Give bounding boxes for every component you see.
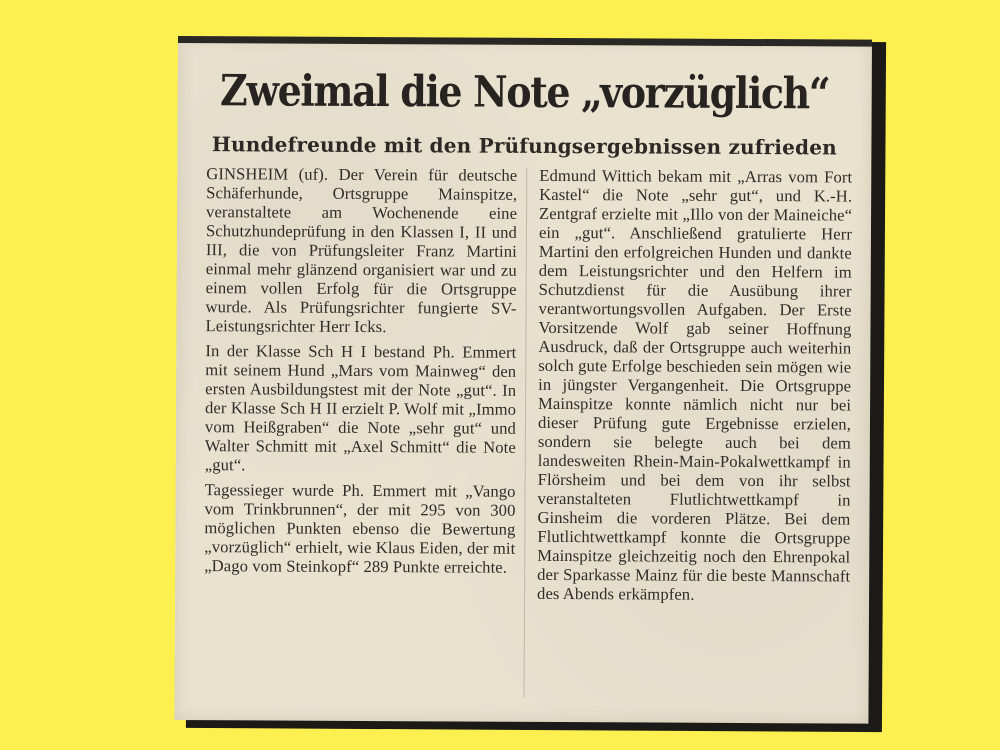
paragraph: Edmund Wittich bekam mit „Arras vom Fort Kastel“ die Note „sehr gut“, und K.-H. Zentgraf erzielte mit „Illo von der Maineiche“ ein „gut“. Anschließend gratulierte Herr Martini den erfolgreichen Hunden und dankte dem Leistungsrichter und den Helfern im Schutzdienst für die Ausübung ihrer verantwortungsvollen Aufgaben. Der Erste Vorsitzende Wolf gab seiner Hoffnung Ausdruck, daß der Ortsgruppe auch weiterhin solch gute Erfolge beschieden sein mögen wie in jüngster Vergangenheit. Die Ortsgruppe Mainspitze konnte nämlich nicht nur bei dieser Prüfung gute Ergebnisse erzielen, sondern sie belegte auch bei dem landesweiten Rhein-Main-Pokalwettkampf in Flörsheim und bei dem von ihr selbst veranstalteten Flutlichtwettkampf in Ginsheim die vorderen Plätze. Bei dem Flutlichtwettkampf konnte die Ortsgruppe Mainspitze gleichzeitig noch den Ehrenpokal der Sparkasse Mainz für die beste Mannschaft des Abends erkämpfen. <box>537 165 853 604</box>
headline: Zweimal die Note „vorzüglich“ <box>219 66 830 120</box>
paragraph: In der Klasse Sch H I bestand Ph. Emmert mit seinem Hund „Mars vom Mainweg“ den ersten Ausbildungstest mit der Note „gut“. In der Klasse Sch H II erzielt P. Wolf mit „Immo vom Heißgraben“ die Note „sehr gut“ und Walter Schmitt mit „Axel Schmitt“ die Note „gut“. <box>204 341 517 475</box>
left-column <box>204 164 517 583</box>
paragraph: GINSHEIM (uf). Der Verein für deutsche Schäferhunde, Ortsgruppe Mainspitze, veranstaltete am Wochenende eine Schutzhundeprüfung in den Klassen I, II und III, die von Prüfungsleiter Franz Martini einmal mehr glänzend organisiert war und zu einem vollen Erfolg für die Ortsgruppe wurde. Als Prüfungsrichter fungierte SV-Leistungsrichter Herr Icks. <box>205 164 518 337</box>
newspaper-clipping <box>174 36 872 724</box>
subheadline: Hundefreunde mit den Prüfungsergebnissen zufrieden <box>211 132 837 160</box>
paragraph: Tagessieger wurde Ph. Emmert mit „Vango vom Trinkbrunnen“, der mit 295 von 300 möglichen Punkten ebenso die Bewertung „vorzüglich“ erhielt, wie Klaus Eiden, der mit „Dago vom Steinkopf“ 289 Punkte erreichte. <box>204 480 516 577</box>
column-divider <box>524 168 528 698</box>
top-rule <box>178 36 872 47</box>
right-column <box>537 166 852 611</box>
